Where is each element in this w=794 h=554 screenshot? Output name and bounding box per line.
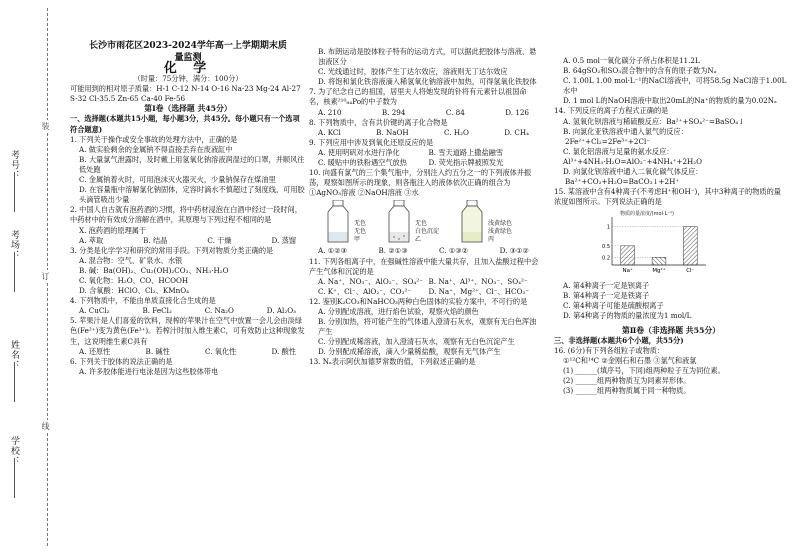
question-15-option-d: D. 第4种离子的物质的量浓度为1 mol/L xyxy=(563,310,692,320)
question-12-option-d: D. 分别配成稀溶液，滴入少量稀盐酸，观察有无气体产生 xyxy=(318,347,501,357)
question-11-option-a: A. Na⁺、NO₃⁻、AlO₂⁻、SO₄²⁻ xyxy=(318,276,423,286)
question-4-options xyxy=(70,306,306,316)
question-4-option-d: D. Al₂O₃ xyxy=(266,306,296,316)
question-5-option-c: C. 氧化性 xyxy=(204,346,237,356)
question-1-option-d: D. 在容量瓶中溶解氯化钠固体，定容时滴水不慎超过了刻度线，可用胶头滴管吸出少量 xyxy=(79,185,305,205)
bottle-2-label: 乙 xyxy=(415,236,422,244)
question-5: 5. 苹果汁是人们喜爱的饮料，现榨的苹果汁在空气中放置一会儿会由淡绿色(Fe²⁺)变为黄色(Fe³⁺)。若榨汁时加入维生素C，可有效防止这种现象发生，这说明维生素C具有 xyxy=(70,316,305,346)
question-12-option-b: B. 分别加热，将可能产生的气体通入澄清石灰水，观察有无白色浑浊产生 xyxy=(318,317,537,337)
question-16-part-3: (3) ______组两种物质属于同一种物质。 xyxy=(563,386,691,396)
question-6-option-d: D. 将饱和氯化铁溶液滴入稀氢氧化钠溶液中加热，可得氢氧化铁胶体 xyxy=(318,77,537,87)
question-2-option-d: D. 蒸馏 xyxy=(271,235,296,245)
chart-x-tick-3: Cl⁻ xyxy=(686,268,695,275)
question-7: 7. 为了纪念自己的祖国，居里夫人将她发现的钋将有元素针以祖国命名，核素²¹⁰₈₄Po的中子数为 xyxy=(309,87,527,107)
question-8: 8. 下列物质中，含有共价键的离子化合物是 xyxy=(309,117,448,127)
question-13-option-a: A. 0.5 mol一氧化碳分子所占体积是11.2L xyxy=(563,56,700,65)
question-11: 11. 下列各组离子中，在强碱性溶液中能大量共存，且加入盐酸过程中会产生气体和沉淀的是 xyxy=(309,256,539,276)
bottle-3-liquid-color: 浅黄绿色 xyxy=(488,228,513,236)
school-blank xyxy=(14,458,15,498)
column-1 xyxy=(70,40,306,377)
question-11-options-row2 xyxy=(309,287,539,297)
question-8-option-d: D. CH₄ xyxy=(504,127,529,137)
question-10-option-a: A. ①②③ xyxy=(318,246,348,256)
question-13-option-b: B. 64gSO₂和SO₃混合物中的含有的原子数为Nₐ xyxy=(563,66,717,76)
question-12-option-a: A. 分别配成溶液，进行焰色试验，观察火焰的颜色 xyxy=(318,306,479,316)
exam-title-line2: 量监测 xyxy=(174,53,202,63)
question-3-option-a: A. 混合物：空气、矿泉水、水银 xyxy=(79,255,183,265)
question-3: 3. 分类是化学学习和研究的常用手段。下列对物质分类正确的是 xyxy=(70,245,274,255)
bottle-2 xyxy=(384,200,439,244)
exam-number-label: 考号： xyxy=(9,150,19,180)
name-label: 姓名： xyxy=(9,340,19,370)
bottle-3-icon xyxy=(457,200,487,244)
chart-y-axis-label: 物质的量浓度/(mol·L⁻¹) xyxy=(620,211,674,218)
question-14-option-d-equation: Ba²⁺+CO₂+H₂O=BaCO₃↓+2H⁺ xyxy=(565,177,680,187)
bottle-3-gas-color: 浅黄绿色 xyxy=(488,220,513,228)
question-5-option-b: B. 碱性 xyxy=(145,346,170,356)
question-5-options xyxy=(70,347,306,357)
bottle-1-liquid-color: 无色 xyxy=(354,228,367,236)
exam-room-blank xyxy=(14,252,15,292)
question-3-option-b: B. 碱：Ba(OH)₂、Cu₂(OH)₂CO₃、NH₃·H₂O xyxy=(79,265,229,275)
gas-bottles-figure xyxy=(309,200,539,244)
part1-heading: 第Ⅰ卷（选择题 共45分） xyxy=(144,104,232,114)
question-13-option-d: D. 1 mol L的NaOH溶液中取出20mL的Na⁺的物质的量为0.02Nₐ xyxy=(563,96,777,106)
question-1: 1. 下列关于操作或安全事故的处理方法中，正确的是 xyxy=(70,134,238,144)
bottle-3 xyxy=(457,200,512,244)
question-9: 9. 下列应用中涉及到氧化还原反应的是 xyxy=(309,137,434,147)
bottle-2-icon xyxy=(384,200,414,244)
question-1-option-c: C. 金属钠着火时，可用泡沫灭火器灭火，少量钠保存在煤油里 xyxy=(79,175,276,185)
question-4: 4. 下列物质中，不能由单质直接化合生成的是 xyxy=(70,296,216,306)
question-6: 6. 下列关于胶体的说法正确的是 xyxy=(70,356,173,366)
bottle-2-liquid-color: 白色沉淀 xyxy=(415,228,440,236)
binding-char-1: 装 xyxy=(41,122,50,130)
question-10: 10. 向盛有氯气的三个集气瓶中，分别注入约五分之一的下列液体并振荡，观察如图所示的现象，则各瓶注入的液体依次正确的组合为①AgNO₃溶液 ②NaOH溶液 ③水 xyxy=(309,168,532,198)
question-2: 2. 中国人自古就有泡药酒的习惯，将中药材浸泡在白酒中经过一段时间，中药材中的有效成分溶解在酒中，其原理与下列过程不相同的是 xyxy=(70,205,302,225)
question-4-option-a: A. CuCl₂ xyxy=(79,306,110,316)
question-6-option-b: B. 布朗运动是胶体粒子特有的运动方式，可以据此把胶体与溶液、悬浊液区分 xyxy=(318,47,537,67)
question-14-option-a: A. 氢氧化钡溶液与稀硫酸反应：Ba²⁺+SO₄²⁻=BaSO₄↓ xyxy=(563,116,745,126)
question-12-option-c: C. 分别配成稀溶液，加入澄清石灰水，观察有无白色沉淀产生 xyxy=(318,337,515,347)
question-14-option-b-equation: 2Fe²⁺+Cl₂=2Fe³⁺+2Cl⁻ xyxy=(565,136,651,146)
question-11-options-row1 xyxy=(309,277,539,287)
question-16-items: ①¹²C和¹⁴C ②金刚石和石墨 ③氯气和液氯 xyxy=(563,356,697,366)
section2-instructions: 三、非选择题(本题共6个小题，共55分) xyxy=(554,335,684,345)
question-7-option-a: A. 210 xyxy=(318,107,342,117)
question-9-option-d: D. 荧光指示牌被照发光 xyxy=(428,158,504,168)
question-16-part-2: (2) ______组两种物质互为同素异形体。 xyxy=(563,376,691,386)
question-12: 12. 鉴别K₂CO₃和NaHCO₃两种白色固体的实验方案中，不可行的是 xyxy=(309,296,528,306)
question-9-option-a: A. 使用明矾对水进行净化 xyxy=(318,147,400,157)
exam-room-label: 考场： xyxy=(9,230,19,260)
column-2 xyxy=(309,47,539,368)
binding-char-2: 订 xyxy=(41,272,50,280)
question-1-option-a: A. 做实验剩余的金属钠不得直接丢弃在废液缸中 xyxy=(79,144,233,154)
question-6-option-a: A. 许多胶体能进行电泳是因为这些胶体带电 xyxy=(79,366,219,376)
atomic-masses: 可能用到的相对原子质量：H-1 C-12 N-14 O-16 Na-23 Mg-24 Al-27 S-32 Cl-35.5 Zn-65 Ca-40 Fe-56 xyxy=(70,84,301,104)
question-15-option-b: B. 第4种离子一定是铁离子 xyxy=(563,290,650,300)
bottle-2-gas-color: 无色 xyxy=(415,220,428,228)
chart-bar-1 xyxy=(621,246,635,265)
question-2-option-b: B. 结晶 xyxy=(143,235,168,245)
exam-number-blank xyxy=(14,172,15,212)
question-15: 15. 某溶液中含有4种离子(不考虑H⁺和OH⁻)，其中3种离子的物质的量浓度如图所示。下列说法正确的是 xyxy=(554,187,781,207)
school-label: 学校： xyxy=(9,436,19,466)
bottle-1-gas-color: 无色 xyxy=(354,220,367,228)
question-2-option-a: A. 萃取 xyxy=(79,235,104,245)
question-5-option-d: D. 酸性 xyxy=(271,346,296,356)
question-9-option-c: C. 暖贴中的铁粉遇空气放热 xyxy=(318,158,407,168)
chart-y-tick-2: 0.2 xyxy=(602,255,610,262)
question-7-option-b: B. 294 xyxy=(381,107,406,117)
question-3-option-c: C. 氧化物：H₂O、CO、HCOOH xyxy=(79,275,189,285)
question-14: 14. 下列反应的离子方程式正确的是 xyxy=(554,106,669,116)
question-11-option-d: D. Na⁺、Mg²⁺、Cl⁻、HCO₃⁻ xyxy=(428,286,530,296)
binding-char-3: 线 xyxy=(41,422,50,430)
question-2-options xyxy=(70,236,306,246)
name-blank xyxy=(14,362,15,402)
chart-y-tick-1: 0.5 xyxy=(602,244,610,251)
question-16-part-1: (1) ______(填序号，下同)组两种粒子互为同位素。 xyxy=(563,366,725,376)
question-2-option-c: C. 干燥 xyxy=(207,235,232,245)
question-9-options-row1 xyxy=(309,148,539,158)
question-10-option-c: C. ①③② xyxy=(439,246,469,256)
question-13: 13. Nₐ表示阿伏加德罗常数的值，下列叙述正确的是 xyxy=(309,357,476,367)
question-7-option-c: C. 84 xyxy=(445,107,465,117)
question-13-option-c: C. 1.00L 1.00 mol·L⁻¹的NaCl溶液中，可将58.5g NaCl溶于1.00L水中 xyxy=(563,76,787,96)
chart-y-tick-3: 1 xyxy=(606,225,610,232)
question-11-option-c: C. K⁺、Cl⁻、AlO₂⁻、CO₃²⁻ xyxy=(318,286,412,296)
ion-concentration-chart xyxy=(594,209,788,278)
question-4-option-c: C. Na₂O xyxy=(204,306,234,316)
question-7-options xyxy=(309,108,539,118)
question-16: 16. (6分)有下列各组粒子或物质： xyxy=(554,346,665,356)
question-7-option-d: D. 126 xyxy=(505,107,529,117)
question-9-options-row2 xyxy=(309,158,539,168)
question-8-option-b: B. NaOH xyxy=(376,127,409,137)
part2-heading: 第Ⅱ卷（非选择题 共55分） xyxy=(621,325,721,335)
question-8-options xyxy=(309,128,539,138)
exam-meta: （时量：75分钟，满分：100分） xyxy=(133,74,243,84)
chart-bar-2 xyxy=(652,258,666,266)
question-10-options xyxy=(309,246,539,256)
section1-instructions: 一、选择题(本题共15小题，每小题3分，共45分。每小题只有一个选项符合题意) xyxy=(70,114,300,134)
column-3 xyxy=(554,56,788,397)
question-11-option-b: B. Na⁺、Al³⁺、NO₃⁻、SO₄²⁻ xyxy=(428,276,528,286)
question-8-option-c: C. H₂O xyxy=(444,127,469,137)
bottle-3-label: 丙 xyxy=(488,236,495,244)
exam-title-line1: 长沙市雨花区2023-2024学年高一上学期期末质 xyxy=(89,41,287,51)
question-5-option-a: A. 还原性 xyxy=(79,346,111,356)
subject-title: 化 学 xyxy=(163,61,213,76)
question-10-option-b: B. ②①③ xyxy=(378,246,408,256)
question-6-option-c: C. 光线通过时，胶体产生丁达尔效应，溶液则无丁达尔效应 xyxy=(318,67,508,77)
question-14-option-c: C. 氯化铝溶液与足量的氨水反应：Al³⁺+4NH₃·H₂O=AlO₂⁻+4NH₄⁺+2H₂O xyxy=(563,146,703,166)
binding-strip xyxy=(0,0,62,554)
bottle-1 xyxy=(323,200,366,244)
chart-x-tick-2: Mg²⁺ xyxy=(652,268,666,275)
question-15-option-a: A. 第4种离子一定是钡离子 xyxy=(563,280,650,290)
question-14-option-b: B. 向氯化亚铁溶液中通入氯气的反应： xyxy=(563,126,688,136)
question-2-stem: X. 泡药酒的原理属于 xyxy=(79,225,147,235)
question-15-option-c: C. 第4种离子可能是硫酸根离子 xyxy=(563,300,664,310)
question-1-option-b: B. 大量氯气泄露时，及时戴上用氢氧化钠溶液润湿过的口罩，并顺风往低处跑 xyxy=(79,154,305,174)
question-8-option-a: A. KCl xyxy=(318,127,341,137)
question-4-option-b: B. FeCl₂ xyxy=(142,306,172,316)
question-9-option-b: B. 雪天道路上撒盐融雪 xyxy=(428,147,504,157)
ion-chart-svg xyxy=(594,209,714,275)
bottle-1-icon xyxy=(323,200,353,244)
bottle-1-label: 甲 xyxy=(354,236,361,244)
chart-bar-3 xyxy=(683,227,697,265)
question-10-option-d: D. ③①② xyxy=(499,246,529,256)
question-14-option-d: D. 向氯化钡溶液中通入二氧化碳气体反应： xyxy=(563,167,703,177)
chart-x-tick-1: Na⁺ xyxy=(622,268,633,275)
question-3-option-d: D. 含氧酸：HClO、Cl₂、KMnO₄ xyxy=(79,286,189,296)
